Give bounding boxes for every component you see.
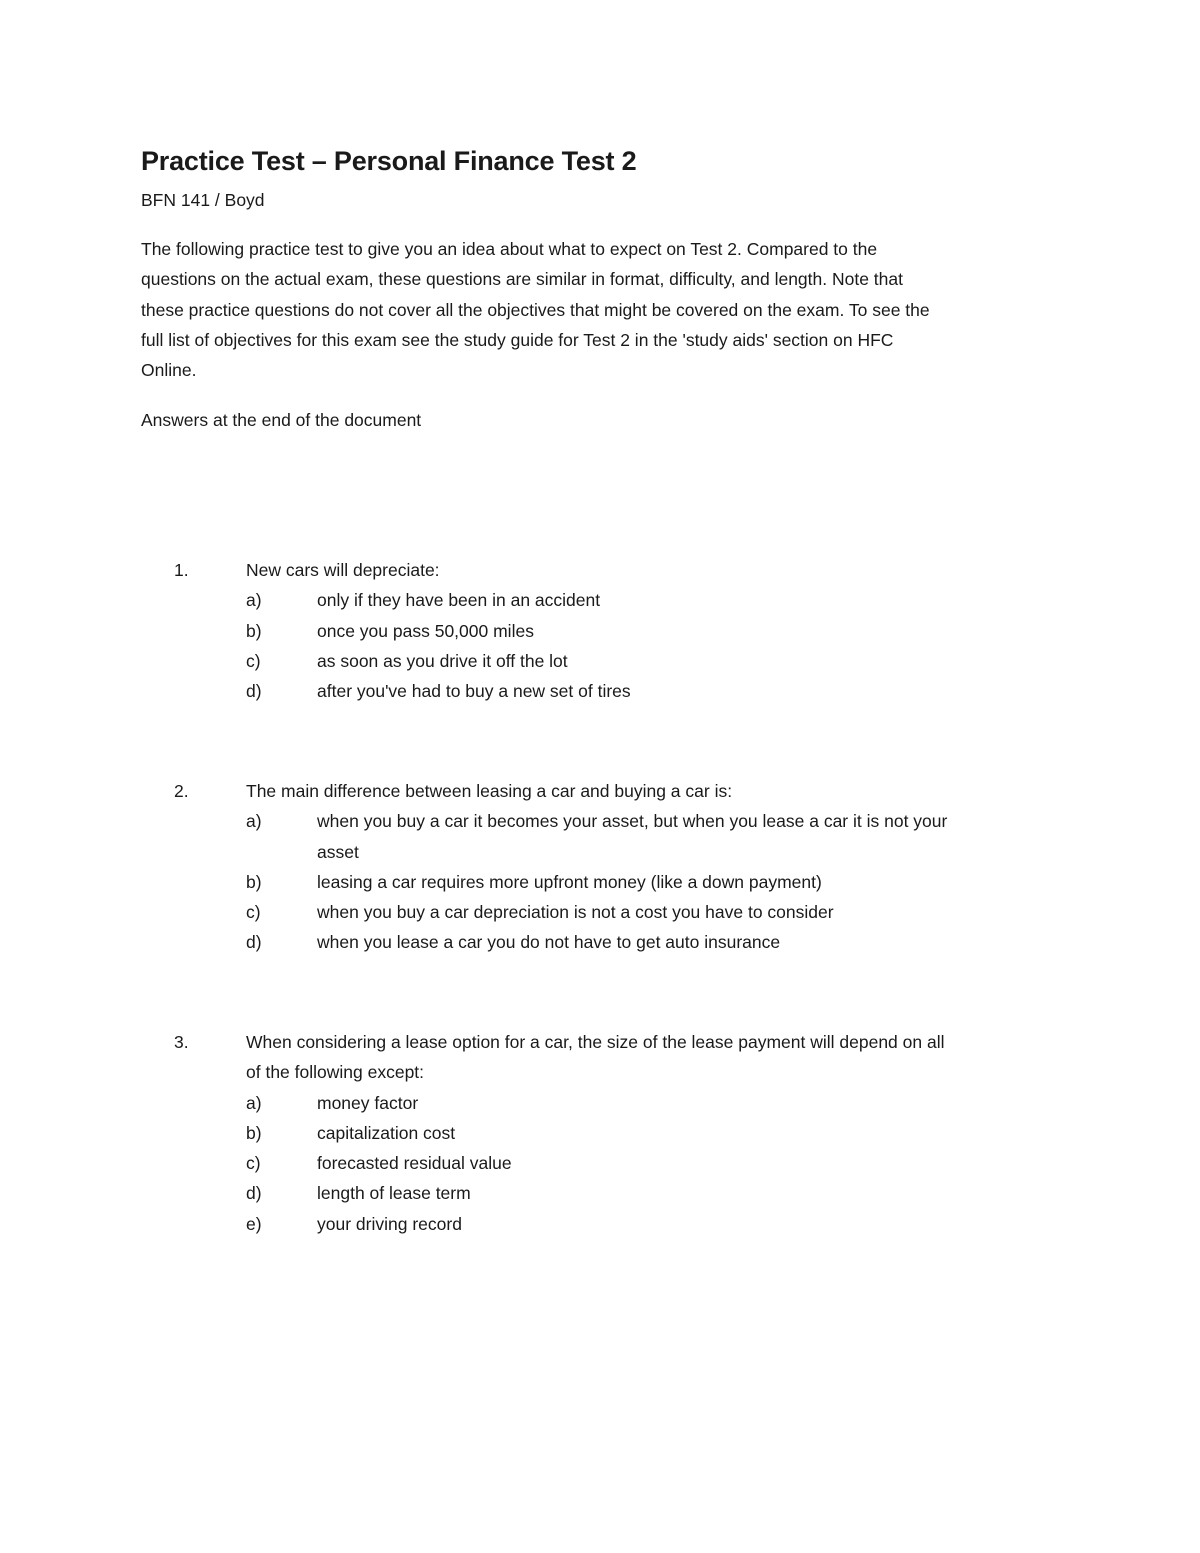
answer-option [0,676,1200,706]
intro-line: these practice questions do not cover all the objectives that might be covered on the exam. To see the [141,299,930,320]
option-text: when you buy a car it becomes your asset, but when you lease a car it is not your [317,811,948,832]
answer-option [0,585,1200,615]
answer-option [0,867,1200,897]
option-text: money factor [317,1092,419,1113]
option-text: once you pass 50,000 miles [317,620,534,641]
option-text: asset [317,841,359,862]
question-stem: When considering a lease option for a car, the size of the lease payment will depend on all [246,1032,945,1052]
option-letter: a) [246,811,262,832]
answer-option [0,1088,1200,1118]
question-1 [0,555,1200,706]
option-letter: a) [246,590,262,611]
question-stem: The main difference between leasing a car and buying a car is: [246,781,733,801]
option-letter: d) [246,1183,262,1204]
option-letter: a) [246,1092,262,1113]
answer-option [0,897,1200,927]
option-letter: c) [246,1153,261,1174]
option-text: forecasted residual value [317,1153,512,1174]
question-number: 3. [174,1032,189,1052]
intro-line: The following practice test to give you an idea about what to expect on Test 2. Compared to the [141,239,878,259]
option-letter: d) [246,681,262,702]
option-text: as soon as you drive it off the lot [317,650,568,671]
option-text: only if they have been in an accident [317,590,601,611]
answer-option [0,1178,1200,1208]
option-text: leasing a car requires more upfront money (like a down payment) [317,871,822,892]
option-letter: e) [246,1213,262,1234]
question-stem-continued: of the following except: [246,1062,425,1083]
intro-paragraph [141,234,1061,385]
intro-line: questions on the actual exam, these questions are similar in format, difficulty, and length. Note that [141,269,903,290]
question-3 [0,1027,1200,1239]
option-letter: b) [246,620,262,641]
option-text: your driving record [317,1213,462,1234]
answer-option [0,616,1200,646]
intro-line: full list of objectives for this exam see the study guide for Test 2 in the 'study aids' section on HFC [141,329,894,350]
answer-option-continued [0,837,1200,867]
option-letter: b) [246,871,262,892]
course-info: BFN 141 / Boyd [141,190,265,210]
option-text: after you've had to buy a new set of tires [317,681,631,702]
answer-option [0,1148,1200,1178]
option-text: when you buy a car depreciation is not a cost you have to consider [317,902,834,923]
option-text: when you lease a car you do not have to get auto insurance [317,932,781,953]
answer-option [0,1209,1200,1239]
answers-note: Answers at the end of the document [141,410,422,430]
answer-option [0,646,1200,676]
option-letter: d) [246,932,262,953]
question-number: 1. [174,560,189,580]
question-2 [0,776,1200,958]
option-text: capitalization cost [317,1122,456,1143]
option-text: length of lease term [317,1183,471,1204]
answer-option [0,1118,1200,1148]
option-letter: b) [246,1122,262,1143]
question-number: 2. [174,781,189,801]
question-stem: New cars will depreciate: [246,560,440,580]
intro-line: Online. [141,360,197,381]
option-letter: c) [246,650,261,671]
option-letter: c) [246,902,261,923]
answer-option [0,927,1200,957]
page-title: Practice Test – Personal Finance Test 2 [141,146,637,176]
answer-option [0,806,1200,836]
